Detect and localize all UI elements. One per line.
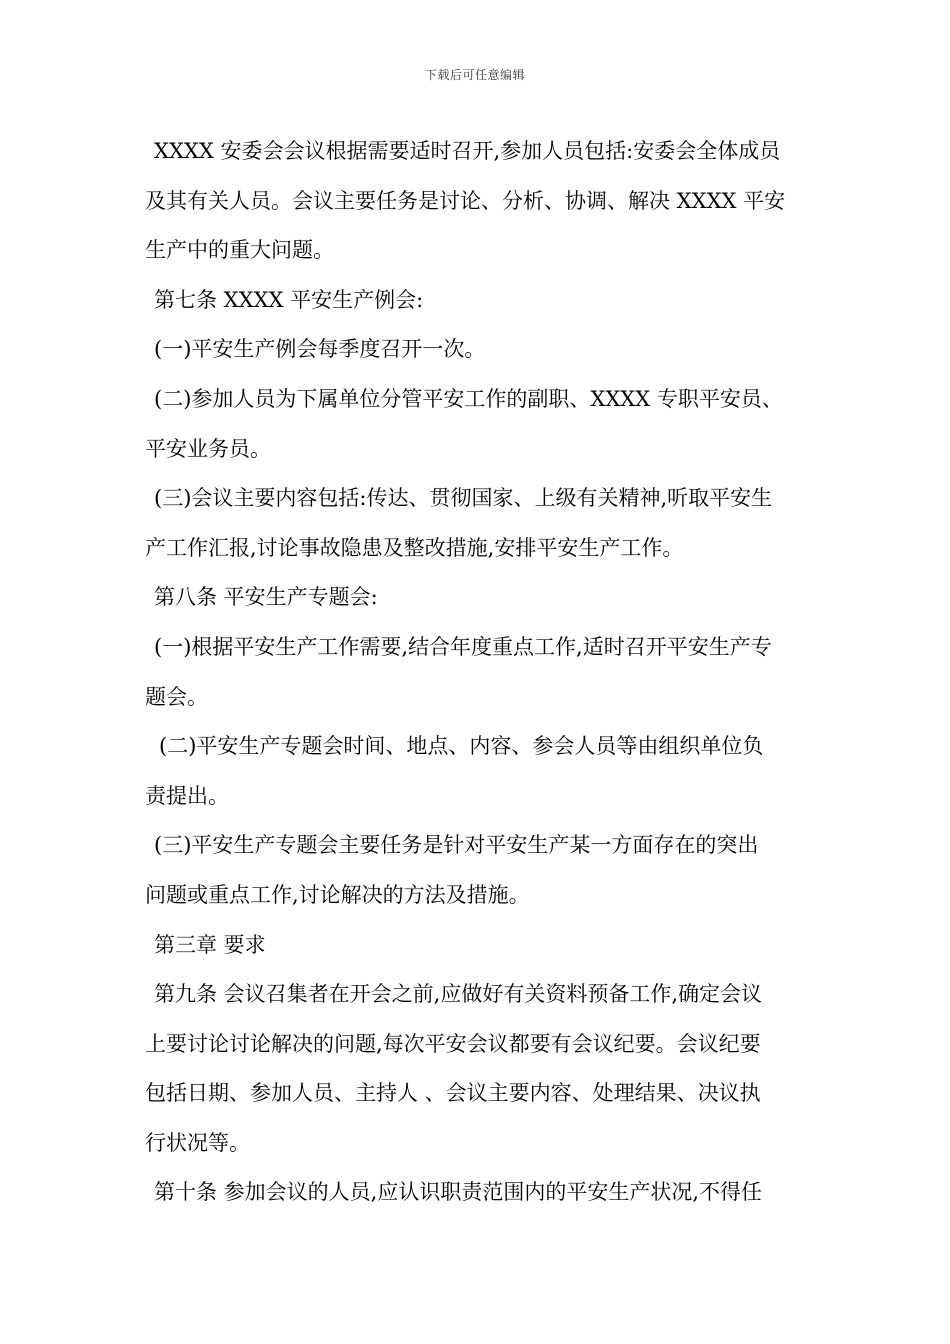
paragraph-line: 平安业务员。 [145,436,271,461]
paragraph-line: 生产中的重大问题。 [145,238,334,263]
paragraph-line: XXXX 安委会会议根据需要适时召开,参加人员包括:安委会全体成员 [154,139,781,163]
article-heading: 第八条 平安生产专题会: [154,585,378,610]
paragraph-line: (一)平安生产例会每季度召开一次。 [154,337,486,362]
paragraph-line: (二)平安生产专题会时间、地点、内容、参会人员等由组织单位负 [159,734,764,759]
article-heading: 第十条 参加会议的人员,应认识职责范围内的平安生产状况,不得任 [154,1180,763,1205]
paragraph-line: 题会。 [145,684,208,709]
paragraph-line: 包括日期、参加人员、主持人 、会议主要内容、处理结果、决议执 [145,1081,761,1106]
paragraph-line: 问题或重点工作,讨论解决的方法及措施。 [145,882,530,907]
paragraph-line: (二)参加人员为下属单位分管平安工作的副职、XXXX 专职平安员、 [154,386,783,411]
document-body [145,127,809,1218]
article-heading: 第九条 会议召集者在开会之前,应做好有关资料预备工作,确定会议 [154,982,763,1007]
paragraph-line: 上要讨论讨论解决的问题,每次平安会议都要有会议纪要。会议纪要 [145,1031,761,1056]
paragraph-line: (一)根据平安生产工作需要,结合年度重点工作,适时召开平安生产专 [154,634,772,659]
paragraph-line: 及其有关人员。会议主要任务是讨论、分析、协调、解决 XXXX 平安 [145,188,786,213]
chapter-heading: 第三章 要求 [154,932,266,957]
article-heading: 第七条 XXXX 平安生产例会: [154,287,424,312]
paragraph-line: 责提出。 [145,783,229,808]
paragraph-line: 行状况等。 [145,1130,250,1155]
paragraph-line: 产工作汇报,讨论事故隐患及整改措施,安排平安生产工作。 [145,535,684,560]
page-header-note: 下载后可任意编辑 [424,68,525,82]
paragraph-line: (三)会议主要内容包括:传达、贯彻国家、上级有关精神,听取平安生 [154,486,773,511]
paragraph-line: (三)平安生产专题会主要任务是针对平安生产某一方面存在的突出 [154,833,759,858]
